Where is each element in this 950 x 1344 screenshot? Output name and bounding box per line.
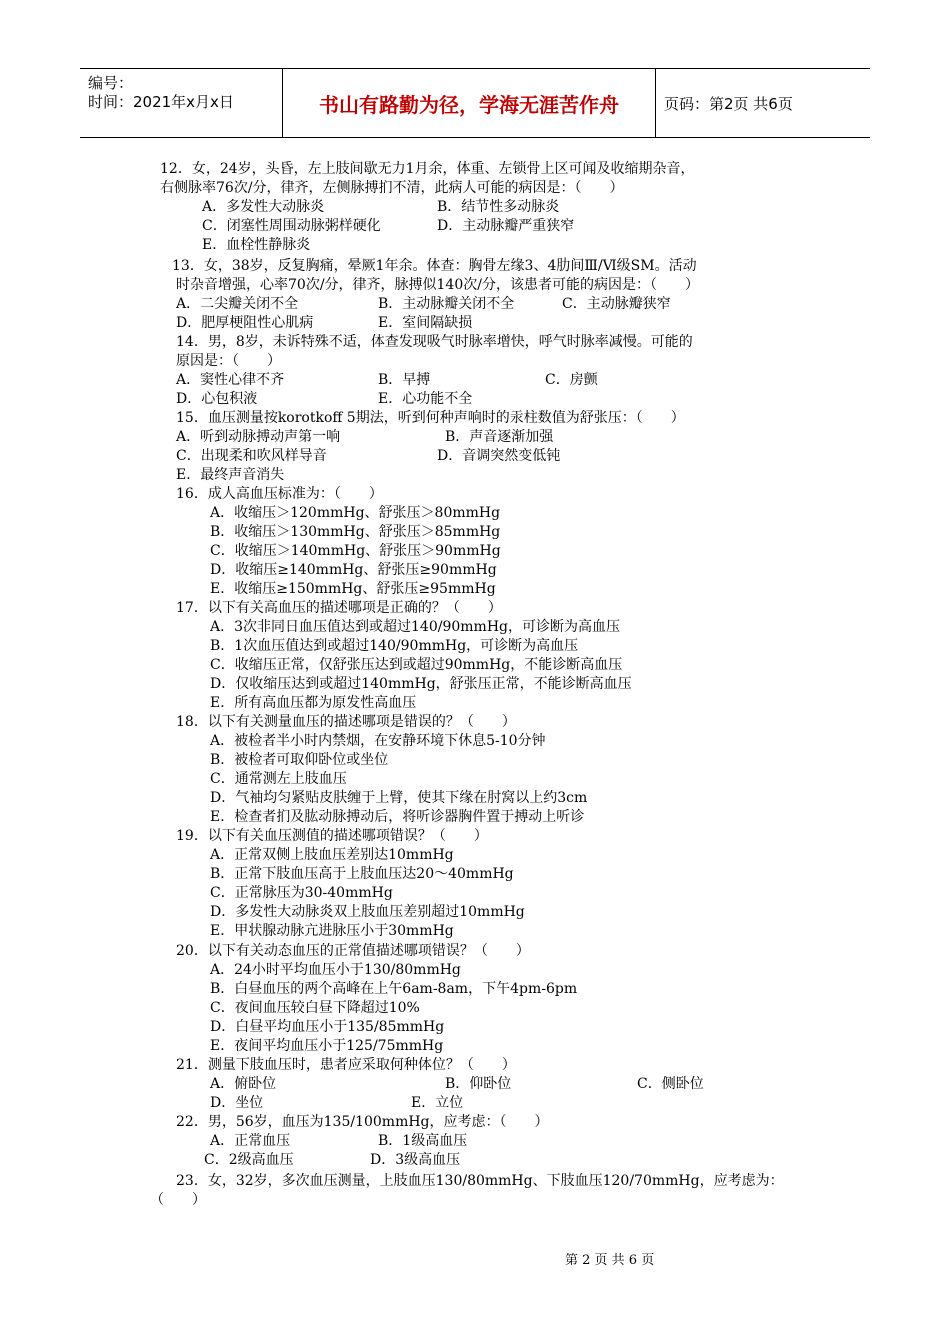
option-line: E．检查者扪及肱动脉搏动后，将听诊器胸件置于搏动上听诊: [210, 809, 585, 825]
question-line: 20．以下有关动态血压的正常值描述哪项错误？（ ）: [176, 943, 530, 959]
question-line: 21．测量下肢血压时，患者应采取何种体位？（ ）: [176, 1057, 516, 1073]
question-line: 22．男，56岁，血压为135/100mmHg，应考虑：（ ）: [176, 1114, 549, 1130]
question-line: 15．血压测量按korotkoff 5期法，听到何种声响时的汞柱数值为舒张压：（ ）: [176, 410, 685, 426]
header-motto: 书山有路勤为径，学海无涯苦作舟: [282, 69, 656, 137]
option-line: C．2级高血压: [204, 1152, 294, 1168]
option-line: A．听到动脉搏动声第一响: [176, 429, 341, 445]
option-line: A．正常血压: [210, 1133, 291, 1149]
option-line: E．所有高血压都为原发性高血压: [210, 695, 417, 711]
page-header: [80, 68, 870, 138]
option-line: B．白昼血压的两个高峰在上午6am-8am，下午4pm-6pm: [210, 981, 578, 997]
option-line: A．24小时平均血压小于130/80mmHg: [210, 962, 461, 978]
option-line: C．主动脉瓣狭窄: [562, 296, 671, 312]
question-line: 13．女，38岁，反复胸痛，晕厥1年余。体查：胸骨左缘3、4肋间Ⅲ/Ⅵ级SM。活动: [172, 258, 697, 274]
option-line: B．正常下肢血压高于上肢血压达20～40mmHg: [210, 866, 514, 882]
option-line: A．正常双侧上肢血压差别达10mmHg: [210, 847, 454, 863]
question-line: 原因是：（ ）: [176, 353, 281, 369]
question-line: 12．女，24岁，头昏，左上肢间歇无力1月余，体重、左锁骨上区可闻及收缩期杂音，: [160, 161, 695, 177]
option-line: B．仰卧位: [445, 1076, 512, 1092]
option-line: B．被检者可取仰卧位或坐位: [210, 752, 389, 768]
option-line: A．俯卧位: [210, 1076, 277, 1092]
option-line: D．白昼平均血压小于135/85mmHg: [210, 1019, 445, 1035]
option-line: D．气袖均匀紧贴皮肤缠于上臂，使其下缘在肘窝以上约3cm: [210, 790, 588, 806]
question-line: 19．以下有关血压测值的描述哪项错误？（ ）: [176, 828, 488, 844]
option-line: E．心功能不全: [378, 391, 473, 407]
question-line: 右侧脉率76次/分，律齐，左侧脉搏扪不清，此病人可能的病因是：（ ）: [160, 180, 624, 196]
option-line: D．心包积液: [176, 391, 258, 407]
question-line: 18．以下有关测量血压的描述哪项是错误的？（ ）: [176, 714, 516, 730]
option-line: B．早搏: [378, 372, 431, 388]
question-line: 16．成人高血压标准为：（ ）: [176, 486, 383, 502]
option-line: D．多发性大动脉炎双上肢血压差别超过10mmHg: [210, 904, 525, 920]
header-page-info: 页码：第2页 共6页: [664, 94, 793, 113]
option-line: A．二尖瓣关闭不全: [176, 296, 299, 312]
option-line: C．收缩压＞140mmHg、舒张压＞90mmHg: [210, 543, 501, 559]
option-line: E．甲状腺动脉亢进脉压小于30mmHg: [210, 923, 454, 939]
option-line: B．结节性多动脉炎: [437, 199, 560, 215]
option-line: D．收缩压≥140mmHg、舒张压≥90mmHg: [210, 562, 497, 578]
header-meta: [80, 69, 282, 137]
option-line: D．仅收缩压达到或超过140mmHg，舒张压正常，不能诊断高血压: [210, 676, 632, 692]
option-line: C．闭塞性周围动脉粥样硬化: [202, 218, 381, 234]
option-line: E．血栓性静脉炎: [202, 237, 311, 253]
option-line: C．房颤: [545, 372, 598, 388]
option-line: C．侧卧位: [637, 1076, 704, 1092]
option-line: A．收缩压＞120mmHg、舒张压＞80mmHg: [210, 505, 501, 521]
option-line: B．1级高血压: [378, 1133, 468, 1149]
option-line: C．出现柔和吹风样导音: [176, 448, 327, 464]
option-line: E．收缩压≥150mmHg、舒张压≥95mmHg: [210, 581, 496, 597]
date-label: 时间：2021年x月x日: [88, 93, 234, 111]
option-line: D．肥厚梗阻性心肌病: [176, 315, 314, 331]
option-line: A．多发性大动脉炎: [202, 199, 325, 215]
option-line: D．主动脉瓣严重狭窄: [437, 218, 575, 234]
option-line: B．主动脉瓣关闭不全: [378, 296, 515, 312]
option-line: E．最终声音消失: [176, 467, 285, 483]
option-line: D．3级高血压: [370, 1152, 461, 1168]
option-line: C．夜间血压较白昼下降超过10%: [210, 1000, 420, 1016]
option-line: B．声音逐渐加强: [445, 429, 554, 445]
option-line: B．1次血压值达到或超过140/90mmHg，可诊断为高血压: [210, 638, 579, 654]
question-line: 17．以下有关高血压的描述哪项是正确的？（ ）: [176, 600, 502, 616]
option-line: D．音调突然变低钝: [437, 448, 561, 464]
option-line: A．窦性心律不齐: [176, 372, 285, 388]
page-footer: 第 2 页 共 6 页: [565, 1253, 655, 1268]
option-line: C．通常测左上肢血压: [210, 771, 347, 787]
option-line: E．室间隔缺损: [378, 315, 473, 331]
option-line: E．夜间平均血压小于125/75mmHg: [210, 1038, 444, 1054]
question-line: 14．男，8岁，未诉特殊不适，体查发现吸气时脉率增快，呼气时脉率减慢。可能的: [176, 334, 693, 350]
number-label: 编号：: [88, 74, 134, 92]
option-line: A．3次非同日血压值达到或超过140/90mmHg，可诊断为高血压: [210, 619, 620, 635]
option-line: C．收缩压正常，仅舒张压达到或超过90mmHg，不能诊断高血压: [210, 657, 623, 673]
option-line: A．被检者半小时内禁烟，在安静环境下休息5-10分钟: [210, 733, 546, 749]
question-line: （ ）: [150, 1192, 206, 1208]
option-line: D．坐位: [210, 1095, 264, 1111]
option-line: B．收缩压＞130mmHg、舒张压＞85mmHg: [210, 524, 501, 540]
option-line: E．立位: [411, 1095, 464, 1111]
option-line: C．正常脉压为30-40mmHg: [210, 885, 393, 901]
question-line: 23．女，32岁，多次血压测量，上肢血压130/80mmHg、下肢血压120/70mmHg，应考虑为：: [176, 1173, 784, 1189]
question-line: 时杂音增强，心率70次/分，律齐，脉搏似140次/分，该患者可能的病因是：（ ）: [176, 277, 699, 293]
